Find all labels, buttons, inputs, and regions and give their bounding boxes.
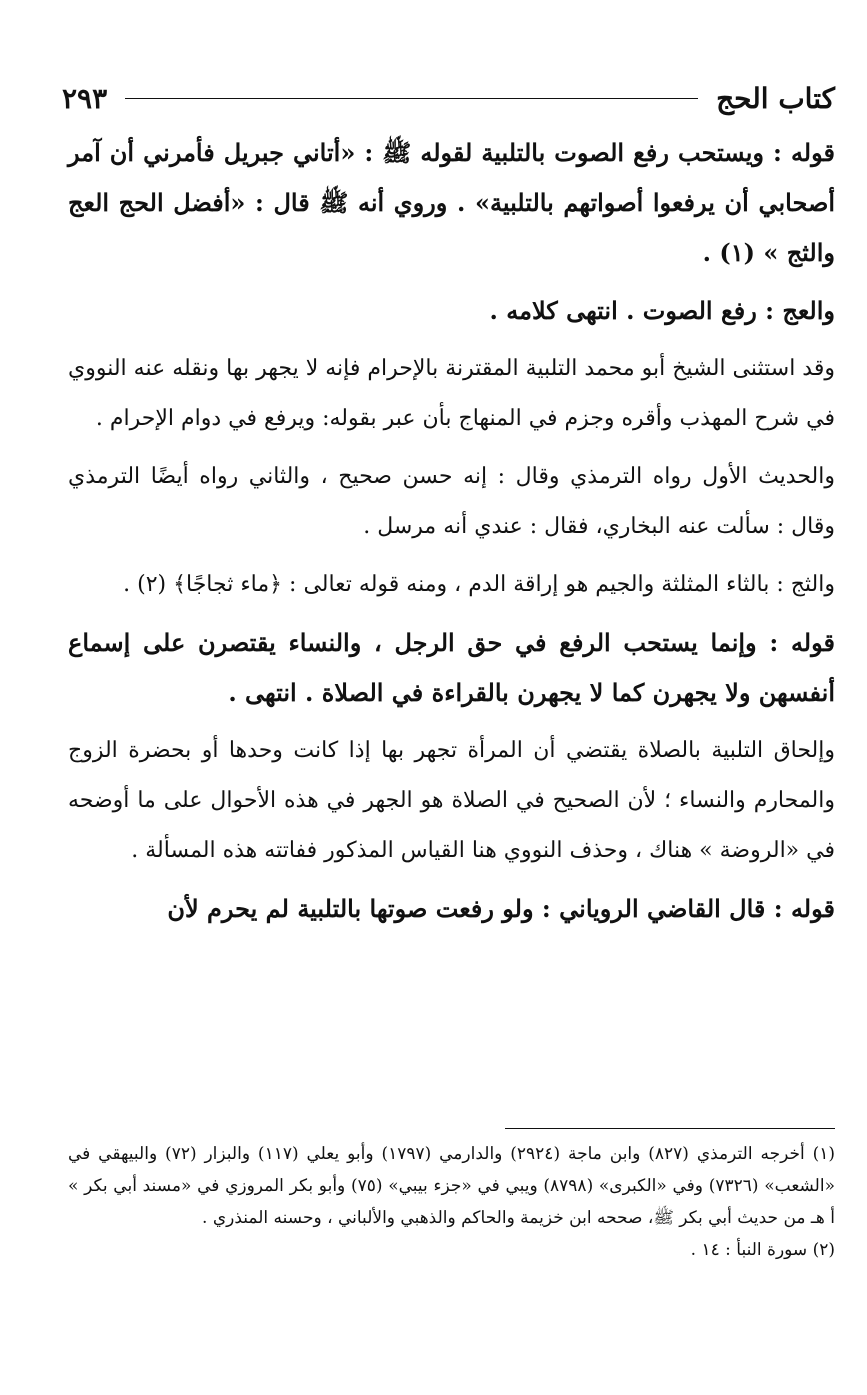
paragraph-al-thajj-definition: والثج : بالثاء المثلثة والجيم هو إراقة الدم ، ومنه قوله تعالى : ﴿ماء ثجاجًا﴾ (٢) . [123,572,835,597]
footnote-2: (٢) سورة النبأ : ١٤ . [690,1240,835,1260]
paragraph-quote-talbiya: قوله : ويستحب رفع الصوت بالتلبية لقوله ﷺ : «أتاني جبريل فأمرني أن آمر أصحابي أن يرفعوا أصواتهم بالتلبية» . وروي أنه ﷺ قال : «أفضل الحج العج والثج » (١) . [68,138,835,267]
body-text [68,128,835,942]
footnote-separator [505,1128,835,1129]
paragraph-women-analogy: وإلحاق التلبية بالصلاة يقتضي أن المرأة تجهر بها إذا كانت وحدها أو بحضرة الزوج والمحارم والنساء ؛ لأن الصحيح في الصلاة هو الجهر في هذه الأحوال على ما أوضحه في «الروضة » هناك ، وحذف النووي هنا القياس المذكور ففاتته هذه المسألة . [68,738,835,863]
paragraph-quote-raising-voice: قوله : وإنما يستحب الرفع في حق الرجل ، والنساء يقتصرن على إسماع أنفسهن ولا يجهرن كما لا يجهرن بالقراءة في الصلاة . انتهى . [68,628,835,707]
footnotes [68,1138,835,1266]
footnote-1: (١) أخرجه الترمذي (٨٢٧) وابن ماجة (٢٩٢٤) والدارمي (١٧٩٧) وأبو يعلي (١١٧) والبزار (٧٢) والبيهقي في «الشعب» (٧٣٢٦) وفي «الكبرى» (٨٧٩٨) ويبي في «جزء بيبي» (٧٥) وأبو بكر المروزي في «مسند أبي بكر » أ هـ من حديث أبي بكر ﷺ، صححه ابن خزيمة والحاكم والذهبي والألباني ، وحسنه المنذري . [68,1144,835,1228]
page-number: ٢٩٣ [62,81,108,115]
running-title: كتاب الحج [716,81,835,115]
paragraph-abu-muhammad-exception: وقد استثنى الشيخ أبو محمد التلبية المقترنة بالإحرام فإنه لا يجهر بها ونقله عنه النووي في شرح المهذب وأقره وجزم في المنهاج بأن عبر بقوله: ويرفع في دوام الإحرام . [68,356,835,431]
paragraph-al-ajj-definition: والعج : رفع الصوت . انتهى كلامه . [489,296,835,325]
paragraph-quote-ruyani: قوله : قال القاضي الروياني : ولو رفعت صوتها بالتلبية لم يحرم لأن [167,894,835,923]
paragraph-hadith-grading: والحديث الأول رواه الترمذي وقال : إنه حسن صحيح ، والثاني رواه أيضًا الترمذي وقال : سألت عنه البخاري، فقال : عندي أنه مرسل . [68,464,835,539]
running-header [62,78,835,118]
header-rule [125,98,698,99]
